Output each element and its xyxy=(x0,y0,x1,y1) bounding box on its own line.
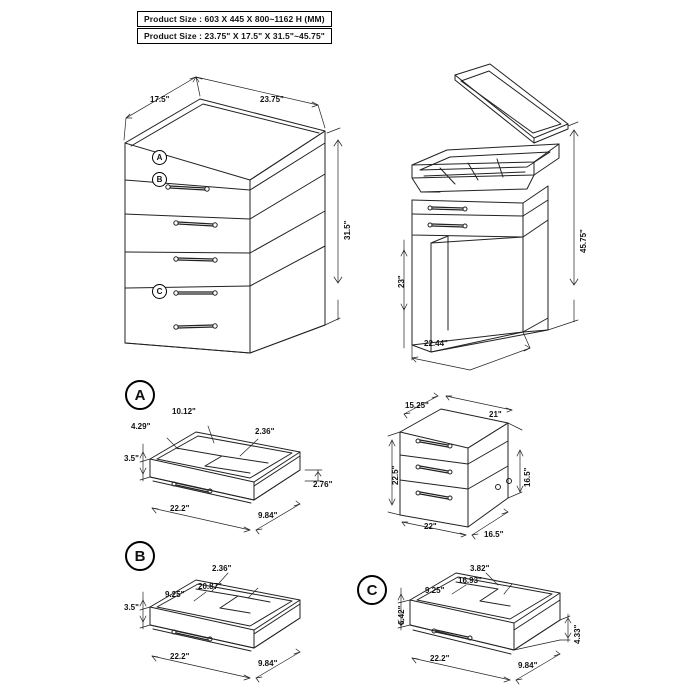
dim-a-depth: 9.84" xyxy=(258,511,278,520)
product-size-metric: Product Size : 603 X 445 X 800~1162 H (MM) xyxy=(137,11,332,27)
callout-badge-a: A xyxy=(125,380,155,410)
dim-chest-depth: 17.5" xyxy=(150,95,170,104)
dim-c-width: 22.2" xyxy=(430,654,450,663)
dim-side-top-depth: 15.25" xyxy=(405,401,429,410)
dim-c-side-height: 4.33" xyxy=(573,624,582,644)
dim-vanity-inner-height: 23" xyxy=(397,275,406,288)
dim-c-depth: 9.84" xyxy=(518,661,538,670)
dim-c-inner-left: 9.25" xyxy=(425,586,445,595)
dim-chest-height: 31.5" xyxy=(343,220,352,240)
dim-a-width: 22.2" xyxy=(170,504,190,513)
callout-badge-b: B xyxy=(125,541,155,571)
dim-b-inner-left: 9.25" xyxy=(165,590,185,599)
dim-a-side-depth: 2.76" xyxy=(313,480,333,489)
closed-chest-outline xyxy=(125,99,325,353)
dim-side-bottom-width: 22" xyxy=(424,522,437,531)
callout-badge-b-small: B xyxy=(152,172,167,187)
dim-side-top-width: 21" xyxy=(489,410,502,419)
dim-side-bottom-depth: 16.5" xyxy=(484,530,504,539)
dim-c-front-height: 6.42" xyxy=(397,605,406,625)
dim-b-inner-width: 20.87" xyxy=(198,582,222,591)
dim-vanity-total-height: 45.75" xyxy=(579,229,588,253)
open-vanity-outline xyxy=(412,64,568,352)
dim-b-width: 22.2" xyxy=(170,652,190,661)
product-size-imperial: Product Size : 23.75" X 17.5" X 31.5"~45.75" xyxy=(137,28,332,44)
dim-b-divider: 2.36" xyxy=(212,564,232,573)
dim-a-inner-mid: 10.12" xyxy=(172,407,196,416)
detail-side-dimension-lines xyxy=(388,393,523,539)
dim-b-depth: 9.84" xyxy=(258,659,278,668)
dim-vanity-inner-width: 22.44" xyxy=(424,339,448,348)
callout-badge-c-small: C xyxy=(152,284,167,299)
open-vanity-dimension-lines xyxy=(401,122,578,370)
callout-badge-a-small: A xyxy=(152,150,167,165)
detail-a-outline xyxy=(150,432,300,503)
detail-side-outline xyxy=(400,409,512,527)
dim-side-right-height: 16.5" xyxy=(523,467,532,487)
dim-a-inner-left: 4.29" xyxy=(131,422,151,431)
dim-a-divider: 2.36" xyxy=(255,427,275,436)
dim-side-left-height: 22.5" xyxy=(391,465,400,485)
dim-a-front-height: 3.5" xyxy=(124,454,139,463)
dim-b-front-height: 3.5" xyxy=(124,603,139,612)
dim-c-top-width: 3.82" xyxy=(470,564,490,573)
dim-c-inner-width: 16.93" xyxy=(458,576,482,585)
dim-chest-width: 23.75" xyxy=(260,95,284,104)
callout-badge-c: C xyxy=(357,575,387,605)
